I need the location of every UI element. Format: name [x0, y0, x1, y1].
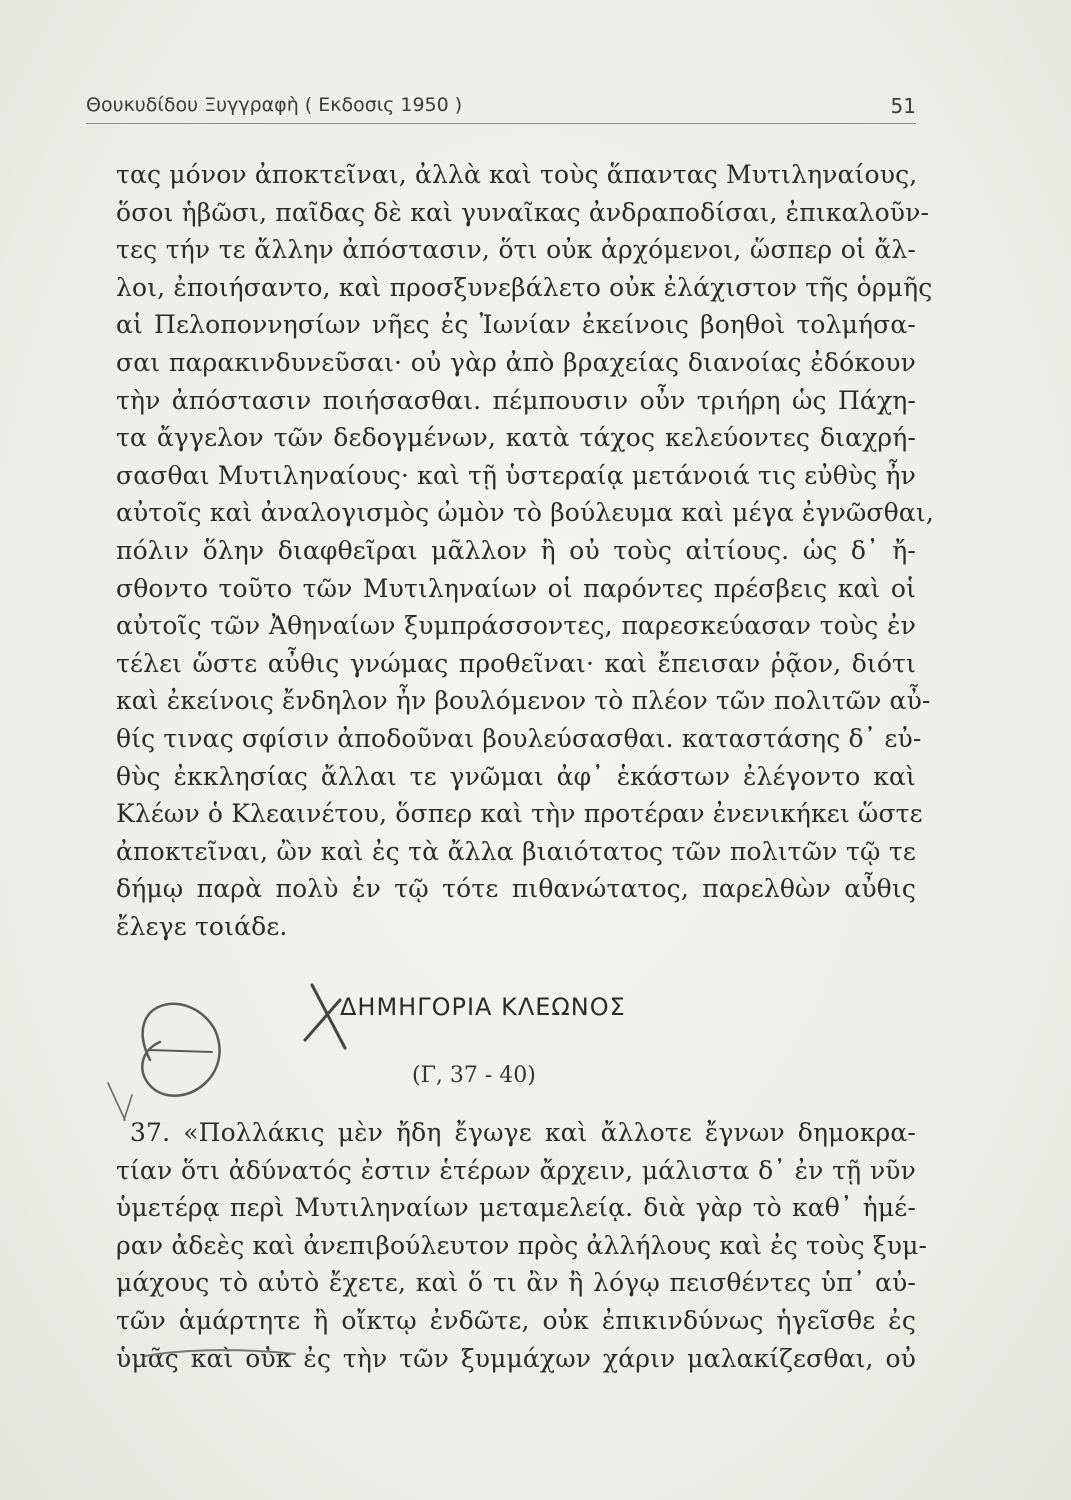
text-line: τὴν ἀπόστασιν ποιήσασθαι. πέμπουσιν οὖν τριήρη ὡς Πάχη-: [116, 385, 916, 415]
section-heading: ΔΗΜΗΓΟΡΙΑ ΚΛΕΩΝΟΣ: [340, 993, 626, 1021]
text-line: σθοντο τοῦτο τῶν Μυτιληναίων οἱ παρόντες πρέσβεις καὶ οἱ: [116, 573, 916, 603]
paragraph-speech: [116, 1114, 928, 1377]
text-line: τας μόνον ἀποκτεῖναι, ἀλλὰ καὶ τοὺς ἅπαντας Μυτιληναίους,: [116, 160, 918, 189]
text-line: αὐτοῖς καὶ ἀναλογισμὸς ὠμὸν τὸ βούλευμα καὶ μέγα ἐγνῶσθαι,: [116, 498, 934, 528]
pencil-theta-bar: [150, 1050, 212, 1052]
text-line: αὐτοῖς τῶν Ἀθηναίων ξυμπράσσοντες, παρεσκεύασαν τοὺς ἐν: [116, 611, 916, 641]
pencil-cross-mark: [305, 985, 345, 1048]
text-line: μάχους τὸ αὐτὸ ἔχετε, καὶ ὅ τι ἂν ἢ λόγῳ πεισθέντες ὑπ᾽ αὐ-: [116, 1268, 916, 1298]
text-line: ἀποκτεῖναι, ὢν καὶ ἐς τὰ ἄλλα βιαιότατος τῶν πολιτῶν τῷ τε: [116, 836, 916, 866]
running-header: [86, 94, 916, 124]
header-title: Θουκυδίδου Ξυγγραφὴ ( Εκδοσις 1950 ): [86, 94, 463, 116]
text-line: τες τήν τε ἄλλην ἀπόστασιν, ὅτι οὐκ ἀρχόμενοι, ὥσπερ οἱ ἄλ-: [116, 235, 916, 265]
text-line: δήμῳ παρὰ πολὺ ἐν τῷ τότε πιθανώτατος, παρελθὼν αὖθις: [116, 874, 916, 904]
text-line: τῶν ἁμάρτητε ἢ οἴκτῳ ἐνδῶτε, οὐκ ἐπικινδύνως ἡγεῖσθε ἐς: [116, 1305, 916, 1335]
text-line: ὑμᾶς καὶ οὐκ ἐς τὴν τῶν ξυμμάχων χάριν μαλακίζεσθαι, οὐ: [116, 1343, 916, 1373]
text-line: 37. «Πολλάκις μὲν ἤδη ἔγωγε καὶ ἄλλοτε ἔγνων δημοκρα-: [130, 1118, 916, 1147]
text-line: τίαν ὅτι ἀδύνατός ἐστιν ἑτέρων ἄρχειν, μάλιστα δ᾽ ἐν τῇ νῦν: [116, 1155, 916, 1185]
text-line: σαι παρακινδυνεῦσαι· οὐ γὰρ ἀπὸ βραχείας διανοίας ἐδόκουν: [116, 347, 916, 377]
text-line: τέλει ὥστε αὖθις γνώμας προθεῖναι· καὶ ἔπεισαν ῥᾷον, διότι: [116, 648, 916, 678]
text-line: θὺς ἐκκλησίας ἄλλαι τε γνῶμαι ἀφ᾽ ἑκάστων ἐλέγοντο καὶ: [116, 761, 916, 791]
section-reference: (Γ, 37 - 40): [412, 1063, 536, 1088]
text-line: αἱ Πελοποννησίων νῆες ἐς Ἰωνίαν ἐκείνοις βοηθοὶ τολμήσα-: [116, 310, 916, 340]
text-line: ἔλεγε τοιάδε.: [116, 911, 288, 941]
text-line: λοι, ἐποιήσαντο, καὶ προσξυνεβάλετο οὐκ ἐλάχιστον τῆς ὁρμῆς: [116, 272, 933, 302]
page-number: 51: [890, 94, 916, 118]
text-line: ὑμετέρᾳ περὶ Μυτιληναίων μεταμελείᾳ. διὰ γὰρ τὸ καθ᾽ ἡμέ-: [116, 1193, 916, 1223]
header-rule: [86, 123, 916, 124]
text-line: τα ἄγγελον τῶν δεδογμένων, κατὰ τάχος κελεύοντες διαχρή-: [116, 423, 916, 453]
paragraph-narrative: [116, 156, 934, 945]
text-line: θίς τινας σφίσιν ἀποδοῦναι βουλεύσασθαι. καταστάσης δ᾽ εὐ-: [116, 723, 922, 753]
text-line: καὶ ἐκείνοις ἔνδηλον ἦν βουλόμενον τὸ πλέον τῶν πολιτῶν αὖ-: [116, 686, 931, 716]
text-line: ραν ἀδεὲς καὶ ἀνεπιβούλευτον πρὸς ἀλλήλους καὶ ἐς τοὺς ξυμ-: [116, 1230, 928, 1260]
pencil-theta-mark: [142, 1004, 219, 1096]
text-line: ὅσοι ἡβῶσι, παῖδας δὲ καὶ γυναῖκας ἀνδραποδίσαι, ἐπικαλοῦν-: [116, 197, 930, 227]
text-line: Κλέων ὁ Κλεαινέτου, ὅσπερ καὶ τὴν προτέραν ἐνενικήκει ὥστε: [116, 799, 923, 829]
text-line: σασθαι Μυτιληναίους· καὶ τῇ ὑστεραίᾳ μετάνοιά τις εὐθὺς ἦν: [116, 460, 916, 490]
text-line: πόλιν ὅλην διαφθεῖραι μᾶλλον ἢ οὐ τοὺς αἰτίους. ὡς δ᾽ ἤ-: [116, 535, 916, 565]
